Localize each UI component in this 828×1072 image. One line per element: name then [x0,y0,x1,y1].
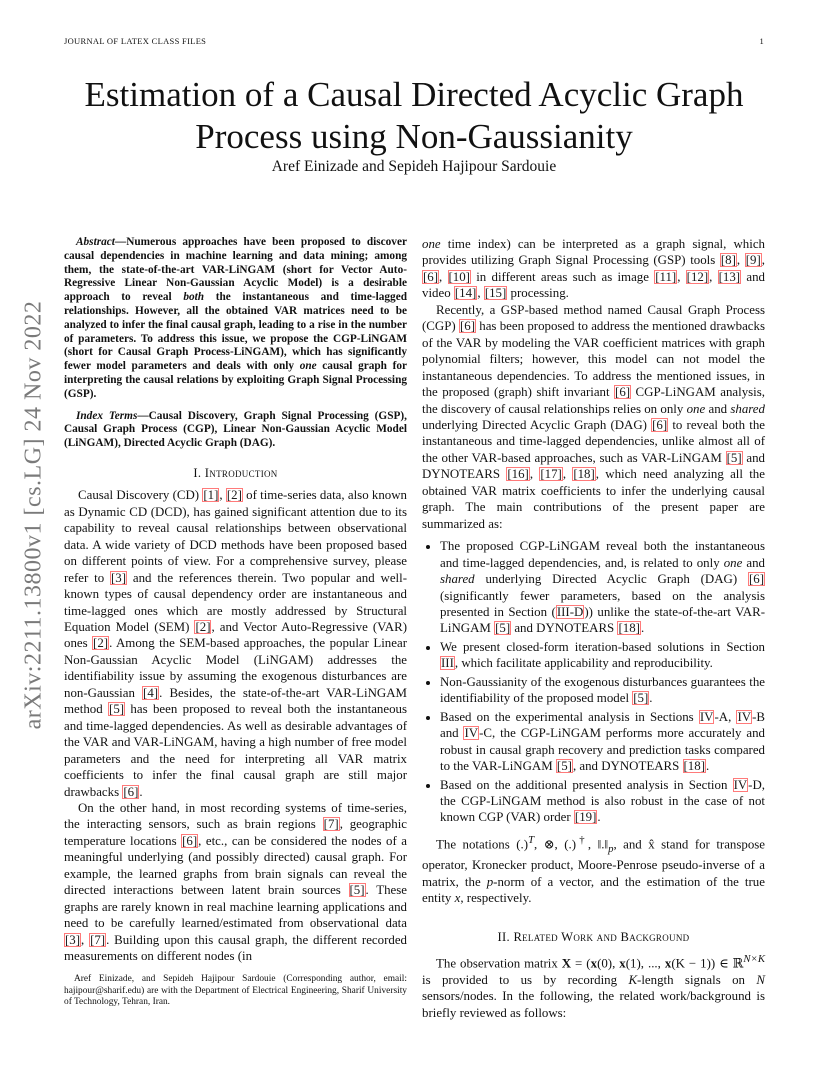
citation-link[interactable]: [6] [423,269,439,284]
citation-link[interactable]: [7] [323,817,339,832]
citation-link[interactable]: [6] [652,417,668,432]
footnote-text: Aref Einizade, and Sepideh Hajipour Sardouie (Corresponding author, email: hajipour@sharif.edu) are with the Department of Electrical Engineering, Sharif University of Technology, Tehran, Iran. [64,974,407,1008]
citation-link[interactable]: [3] [65,932,81,947]
right-column [422,236,765,1021]
citation-link[interactable]: [13] [718,269,741,284]
contributions-list [422,538,765,826]
section-heading-introduction [64,465,407,481]
citation-link[interactable]: [11] [655,269,677,284]
abstract-lead: Abstract [76,236,115,248]
citation-link[interactable]: [5] [109,702,125,717]
citation-link[interactable]: [10] [448,269,470,284]
section-link[interactable]: III-D [556,604,584,619]
citation-link[interactable]: [2] [195,620,211,635]
citation-link[interactable]: [18] [618,621,640,636]
citation-link[interactable]: [6] [459,319,475,334]
citation-link[interactable]: [19] [574,810,597,825]
citation-link[interactable]: [3] [111,570,127,585]
section-number: I. [193,465,205,480]
section-link[interactable]: III [441,656,454,671]
citation-link[interactable]: [14] [454,286,477,301]
citation-link[interactable]: [17] [540,467,562,482]
running-header: JOURNAL OF LATEX CLASS FILES [64,36,207,46]
paragraph: Recently, a GSP-based method named Causal Graph Process (CGP) [6] has been proposed to address the mentioned drawbacks of the VAR by modeling the VAR coefficient matrices with graph polynomial filters; however, this model can not model the instantaneous dependencies. To address the mentioned issues, in the proposed (graph) shift invariant [6] CGP-LiNGAM analysis, the discovery of causal relationships relies on only one and shared underlying Directed Acyclic Graph (DAG) [6] to reveal both the instantaneous and time-lagged dependencies, unlike almost all of the other VAR-based approaches, such as VAR-LiNGAM [5] and DYNOTEARS [16], [17], [18], which need analyzing all the obtained VAR matrix coefficients to infer the underlying causal graph. The main contributions of the present paper are summarized as: [422,302,766,531]
paragraph: one time index) can be interpreted as a graph signal, which provides utilizing Graph Signal Processing (GSP) tools [8], [9], [6], [10] in different areas such as image [11], [12], [13] and video [14], [15] processing. [422,237,765,301]
citation-link[interactable]: [2] [93,636,109,651]
citation-link[interactable]: [6] [748,572,764,587]
arxiv-stamp [12,270,56,760]
citation-link[interactable]: [5] [726,450,742,465]
citation-link[interactable]: [7] [90,932,106,947]
citation-link[interactable]: [5] [633,691,649,706]
index-terms-text: —Causal Discovery, Graph Signal Processing (GSP), Causal Graph Process (CGP), Linear Non-Gaussian Acyclic Model (LiNGAM), Directed Acyclic Graph (DAG). [64,409,407,450]
section-link[interactable]: IV [733,777,748,792]
list-item: • Based on the additional presented analysis in Section IV-D, the CGP-LiNGAM method is also robust in the case of not known CGP (VAR) order [19]. [440,777,765,826]
paper-title: Estimation of a Causal Directed Acyclic Graph Process using Non-Gaussianity [84,75,744,156]
section-heading-related-work [422,929,765,945]
abstract-emphasis: one [299,360,317,373]
arxiv-stamp-text: arXiv:2211.13800v1 [cs.LG] 24 Nov 2022 [20,300,47,730]
list-item: • The proposed CGP-LiNGAM reveal both the instantaneous and time-lagged dependencies, and, is related to only one and shared underlying Directed Acyclic Graph (DAG) [6] (significantly fewer parameters, based on the analysis presented in Section (III-D)) unlike the state-of-the-art VAR-LiNGAM [5] and DYNOTEARS [18]. [440,538,765,637]
citation-link[interactable]: [6] [182,833,198,848]
citation-link[interactable]: [5] [556,759,572,774]
citation-link[interactable]: [9] [745,253,761,268]
paper-authors: Aref Einizade and Sepideh Hajipour Sardouie [271,158,557,175]
abstract-text: —Numerous approaches have been proposed to discover causal dependencies in machine learning and data mining; among them, the state-of-the-art VAR-LiNGAM (short for Vector Auto-Regressive Linear Non-Gaussian Acyclic Model) is a desirable approach to reveal [64,236,407,304]
citation-link[interactable]: [1] [203,488,219,503]
section-link[interactable]: IV [464,726,479,741]
abstract-text: causal graph for interpreting the causal relations by exploiting Graph Signal Processing (GSP). [64,360,408,400]
citation-link[interactable]: [4] [143,685,159,700]
citation-link[interactable]: [6] [615,385,631,400]
citation-link[interactable]: [18] [573,467,595,482]
left-column [64,236,407,965]
list-item: • Non-Gaussianity of the exogenous disturbances guarantees the identifiability of the proposed model [5]. [440,674,765,707]
list-item: • Based on the experimental analysis in Sections IV-A, IV-B and IV-C, the CGP-LiNGAM performs more accurately and robust in causal graph recovery and prediction tasks compared to the VAR-LiNGAM [5], and DYNOTEARS [18]. [440,709,765,775]
citation-link[interactable]: [18] [683,759,705,774]
author-footnote [64,974,407,1009]
citation-link[interactable]: [8] [720,253,736,268]
paragraph: Causal Discovery (CD) [1], [2] of time-series data, also known as Dynamic CD (DCD), has gained significant attention due to its capability to reveal causal relationships between observational data. A wide variety of DCD methods have been proposed based on different points of view. For a comprehensive survey, please refer to [3] and the references therein. Two popular and well-known types of causal dependency order are instantaneous and time-lagged ones which are mostly addressed by Structural Equation Model (SEM) [2], and Vector Auto-Regressive (VAR) ones [2]. Among the SEM-based approaches, the popular Linear Non-Gaussian Acyclic Model (LiNGAM) addresses the identifiability issue by assuming the exogenous disturbances are non-Gaussian [4]. Besides, the state-of-the-art VAR-LiNGAM method [5] has been proposed to reveal both the instantaneous and time-lagged dependencies. As well as desirable advantages of the VAR and VAR-LiNGAM, having a high number of free model parameters and the need for interpreting all VAR matrix coefficients to infer the final causal graph are still major drawbacks [6]. [64,488,408,799]
section-title: Related Work and Background [513,929,690,944]
citation-link[interactable]: [12] [686,269,709,284]
paragraph-notation: The notations (.)$^T$, ⊗, (.)†, $‖.‖_p$, and x̂ stand for transpose operator, Kronecker product, Moore-Penrose pseudo-inverse of a matrix, the p-norm of a vector, and the estimation of the true entity x, respectively. [422,833,766,906]
index-terms [64,410,407,451]
index-terms-lead: Index Terms [76,409,138,422]
citation-link[interactable]: [6] [123,784,139,799]
citation-link[interactable]: [5] [349,883,365,898]
citation-link[interactable]: [2] [226,488,242,503]
section-link[interactable]: IV [699,709,714,724]
section-link[interactable]: IV [737,709,752,724]
section-number: II. [497,929,514,944]
abstract-text: the instantaneous and time-lagged relationships. However, all the obtained VAR matrices need to be analyzed to infer the final causal graph, leading to a rise in the number of parameters. To address this issue, we propose the CGP-LiNGAM (short for Causal Graph Process-LiNGAM), which has significantly fewer model parameters and deals with only [64,291,407,373]
paragraph: The observation matrix X = (x(0), x(1), ..., x(K − 1)) ∈ ℝ$^{N\times K}$ is provided to us by recording K-length signals on N sensors/nodes. In the following, the related work/background is briefly reviewed as follows: [422,953,765,1020]
page-number: 1 [759,36,764,46]
abstract [64,236,407,402]
citation-link[interactable]: [5] [495,621,511,636]
paragraph: On the other hand, in most recording systems of time-series, the interacting sensors, such as brain regions [7], geographic temperature locations [6], etc., can be considered the nodes of a meaningful underlying (and possibly directed) causal graph. For example, the learned graphs from brain signals can reveal the directed interactions between latent brain sources [5]. These graphs are rarely known in real machine learning applications and need to be carefully learned/estimated from observational data [3], [7]. Building upon this causal graph, the different recorded measurements on different nodes (in [64,801,408,964]
section-title: Introduction [204,465,278,480]
list-item: • We present closed-form iteration-based solutions in Section III, which facilitate applicability and reproducibility. [440,639,765,672]
citation-link[interactable]: [16] [507,467,529,482]
abstract-emphasis: both [183,291,205,304]
citation-link[interactable]: [15] [484,286,507,301]
